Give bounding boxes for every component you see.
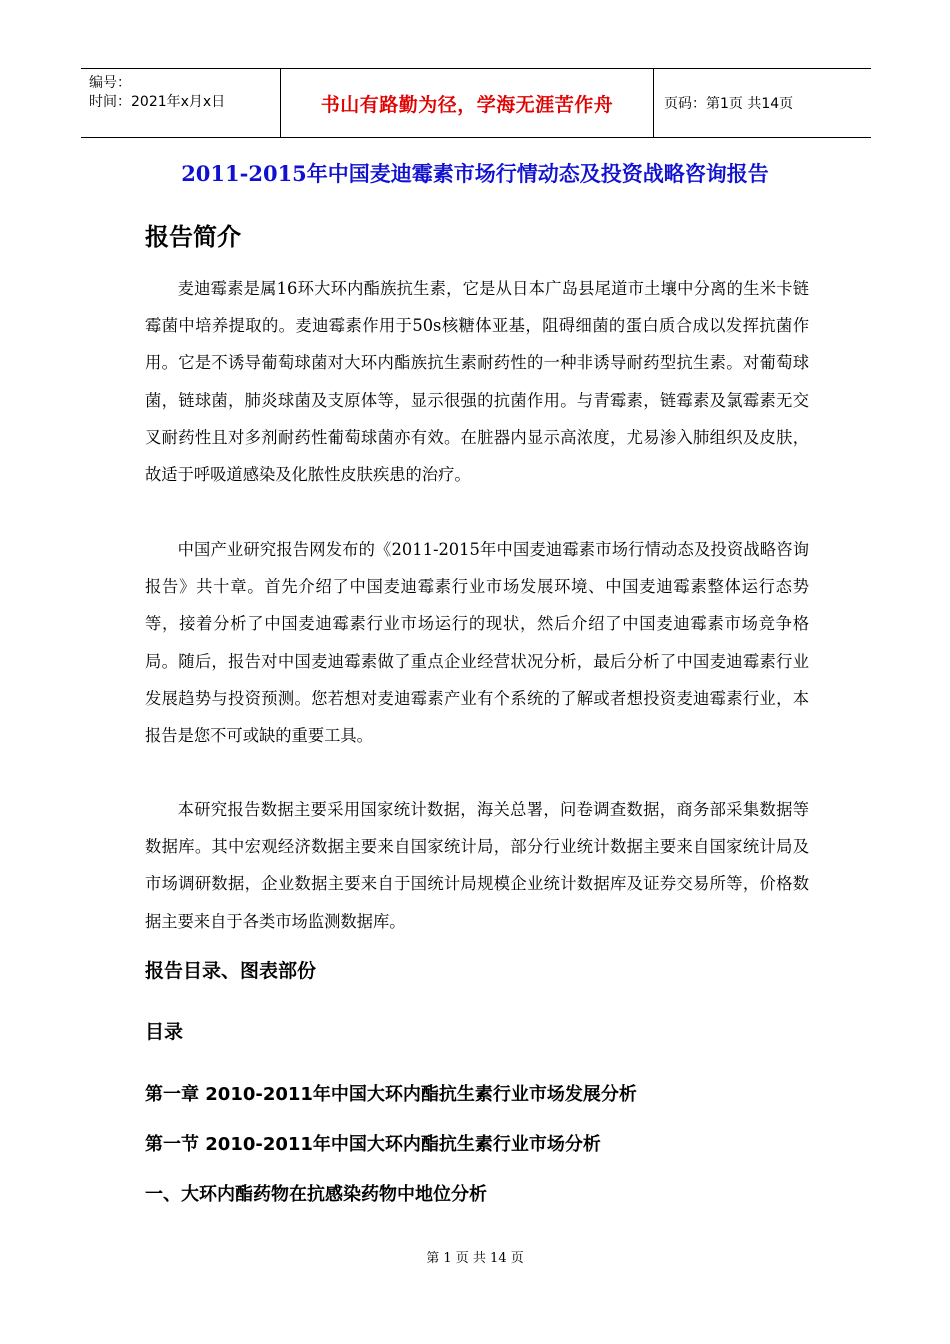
header-meta-cell <box>81 69 281 137</box>
chapter-heading: 第一章 2010-2011年中国大环内酯抗生素行业市场发展分析 <box>145 1084 637 1105</box>
subsection-heading: 一、大环内酯药物在抗感染药物中地位分析 <box>145 1184 487 1205</box>
header-table <box>81 68 871 138</box>
contents-label: 目录 <box>145 1021 184 1043</box>
page-footer: 第 1 页 共 14 页 <box>426 1251 524 1266</box>
intro-paragraph-1: 麦迪霉素是属16环大环内酯族抗生素，它是从日本广岛县尾道市土壤中分离的生米卡链霉菌中培养提取的。麦迪霉素作用于50s核糖体亚基，阻碍细菌的蛋白质合成以发挥抗菌作用。它是不诱导葡萄球菌对大环内酯族抗生素耐药性的一种非诱导耐药型抗生素。对葡萄球菌，链球菌，肺炎球菌及支原体等，显示很强的抗菌作用。与青霉素，链霉素及氯霉素无交叉耐药性且对多剂耐药性葡萄球菌亦有效。在脏器内显示高浓度，尤易渗入肺组织及皮肤，故适于呼吸道感染及化脓性皮肤疾患的治疗。 <box>145 279 809 485</box>
toc-heading: 报告目录、图表部份 <box>145 960 317 982</box>
header-motto-cell <box>281 69 654 137</box>
intro-paragraph-2: 中国产业研究报告网发布的《2011-2015年中国麦迪霉素市场行情动态及投资战略咨询报告》共十章。首先介绍了中国麦迪霉素行业市场发展环境、中国麦迪霉素整体运行态势等，接着分析了中国麦迪霉素行业市场运行的现状，然后介绍了中国麦迪霉素市场竞争格局。随后，报告对中国麦迪霉素做了重点企业经营状况分析，最后分析了中国麦迪霉素行业发展趋势与投资预测。您若想对麦迪霉素产业有个系统的了解或者想投资麦迪霉素行业，本报告是您不可或缺的重要工具。 <box>145 540 809 746</box>
section-heading: 第一节 2010-2011年中国大环内酯抗生素行业市场分析 <box>145 1134 601 1155</box>
time-label: 时间：2021年x月x日 <box>89 94 226 110</box>
report-title: 2011-2015年中国麦迪霉素市场行情动态及投资战略咨询报告 <box>181 161 769 186</box>
intro-paragraph-3: 本研究报告数据主要采用国家统计数据，海关总署，问卷调查数据，商务部采集数据等数据库。其中宏观经济数据主要来自国家统计局，部分行业统计数据主要来自国家统计局及市场调研数据，企业数据主要来自于国统计局规模企业统计数据库及证券交易所等，价格数据主要来自于各类市场监测数据库。 <box>145 800 809 931</box>
motto-text: 书山有路勤为径，学海无涯苦作舟 <box>320 93 614 116</box>
intro-heading: 报告简介 <box>145 223 241 251</box>
number-label: 编号： <box>89 75 131 91</box>
page-info: 页码：第1页 共14页 <box>664 96 794 112</box>
